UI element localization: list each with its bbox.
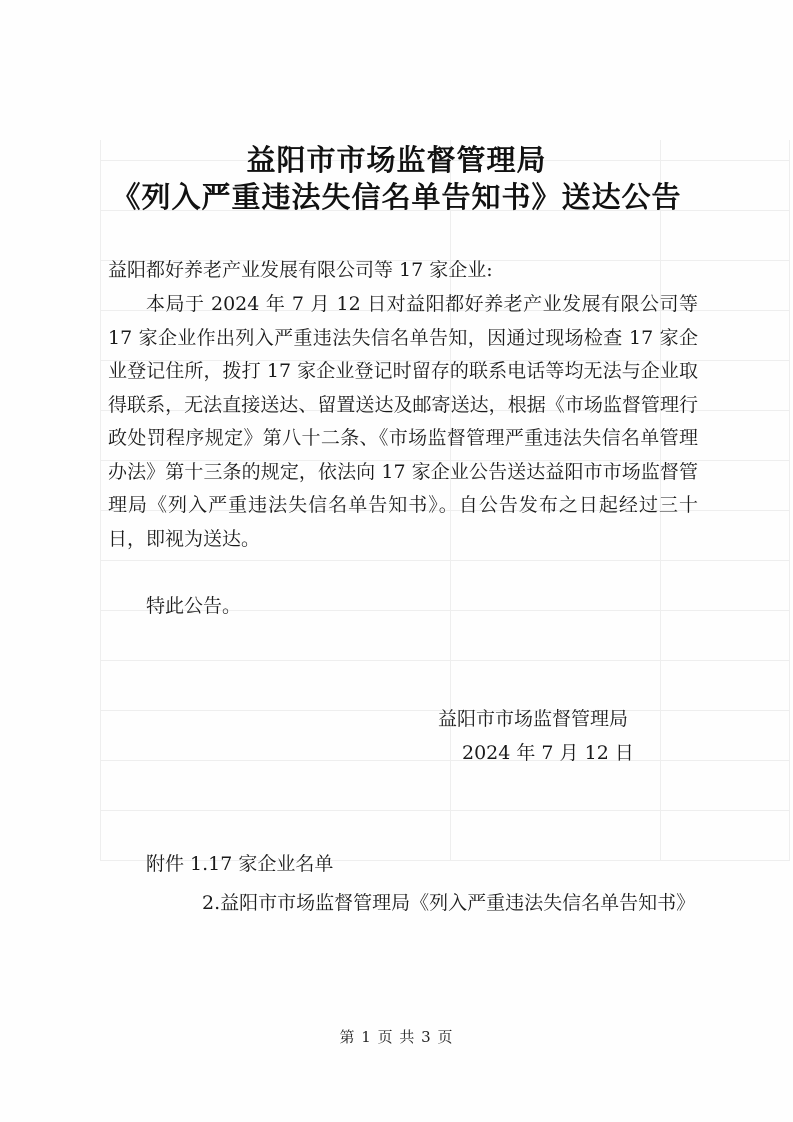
attachment-item-1: 附件 1.17 家企业名单: [146, 853, 334, 875]
page-number-footer: 第 1 页 共 3 页: [339, 1028, 454, 1046]
closing-text: 特此公告。: [146, 595, 242, 617]
attachment-item-2: 2.益阳市市场监督管理局《列入严重违法失信名单告知书》: [202, 892, 696, 914]
signature-organization: 益阳市市场监督管理局: [438, 708, 629, 730]
addressee: 益阳都好养老产业发展有限公司等 17 家企业:: [108, 259, 493, 281]
document-title-line-1: 益阳市市场监督管理局: [246, 143, 547, 177]
body-paragraph: 本局于 2024 年 7 月 12 日对益阳都好养老产业发展有限公司等 17 家企业作出列入严重违法失信名单告知，因通过现场检查 17 家企业登记住所，拨打 17 家企业登记时留存的联系电话等均无法与企业取得联系，无法直接送达、留置送达及邮寄送达，根据《市场监督管理行政处罚程序规定》第八十二条、《市场监督管理严重违法失信名单管理办法》第十三条的规定，依法向 17 家企业公告送达益阳市市场监督管理局《列入严重违法失信名单告知书》。自公告发布之日起经过三十日，即视为送达。: [108, 293, 698, 550]
document-title-line-2: 《列入严重违法失信名单告知书》送达公告: [111, 180, 682, 214]
signature-date: 2024 年 7 月 12 日: [462, 742, 634, 764]
